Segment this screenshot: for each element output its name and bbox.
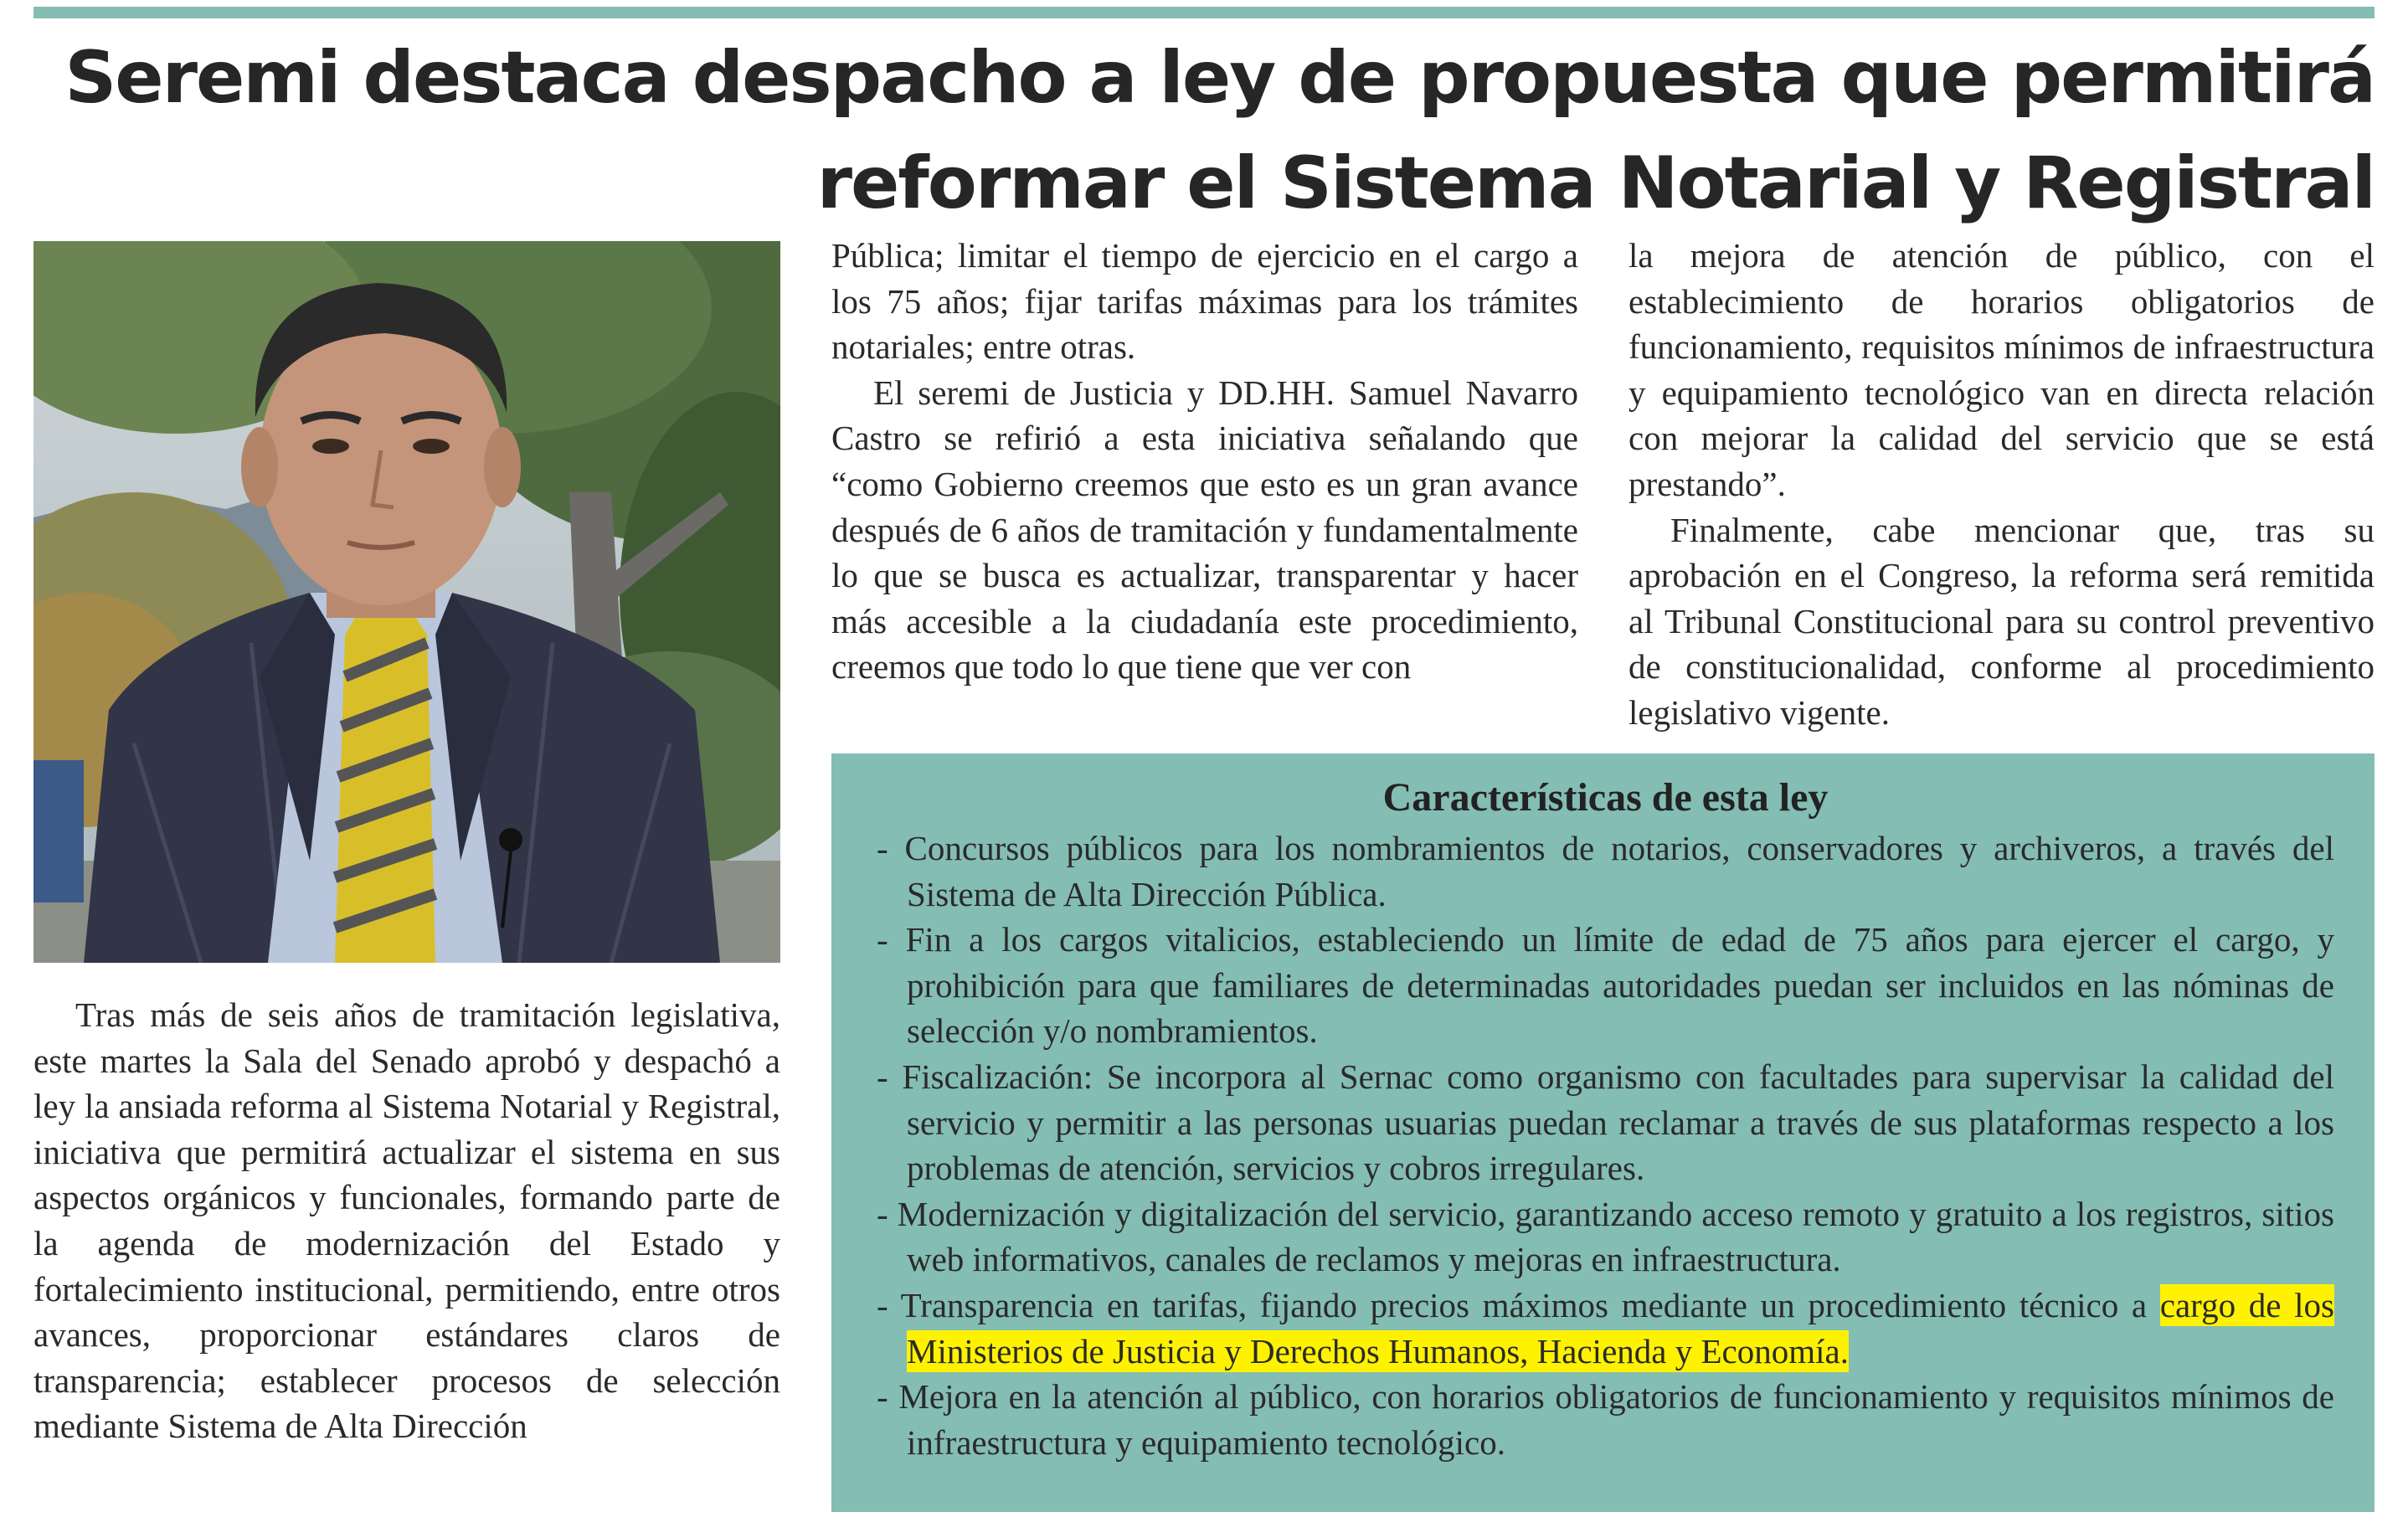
article-paragraph: Pública; limitar el tiempo de ejercicio en el cargo a los 75 años; fijar tarifas máximas para los trámites notariales; entre otras.	[831, 236, 1578, 367]
highlighted-text: cargo de los Ministerios de Justicia y Derechos Humanos, Hacienda y Economía.	[907, 1285, 2334, 1370]
article-column-2	[831, 233, 1578, 690]
features-box-title: Características de esta ley	[1382, 775, 1829, 820]
feature-item: - Modernización y digitalización del servicio, garantizando acceso remoto y gratuito a los registros, sitios web informativos, canales de reclamos y mejoras en infraestructura.	[877, 1194, 2334, 1279]
article-column-3	[1628, 233, 2375, 736]
article-paragraph: Tras más de seis años de tramitación legislativa, este martes la Sala del Senado aprobó y despachó a ley la ansiada reforma al Sistema Notarial y Registral, iniciativa que permitirá actualizar el sistema en sus aspectos orgánicos y funcionales, formando parte de la agenda de modernización del Estado y fortalecimiento institucional, permitiendo, entre otros avances, proporcionar estándares claros de transparencia; establecer procesos de selección mediante Sistema de Alta Dirección	[33, 995, 780, 1446]
feature-item: - Concursos públicos para los nombramientos de notarios, conservadores y archiveros, a través del Sistema de Alta Dirección Pública.	[877, 829, 2334, 913]
features-list	[877, 825, 2334, 1465]
headline-line-2: reformar el Sistema Notarial y Registral	[816, 141, 2375, 225]
top-accent-rule	[33, 7, 2375, 18]
features-box	[831, 753, 2375, 1512]
feature-item-text: - Transparencia en tarifas, fijando precios máximos mediante un procedimiento técnico a	[877, 1285, 2160, 1324]
headline	[33, 25, 2375, 236]
headline-line-1: Seremi destaca despacho a ley de propuesta que permitirá	[64, 36, 2375, 120]
feature-item	[877, 1283, 2334, 1374]
feature-item: - Fin a los cargos vitalicios, estableciendo un límite de edad de 75 años para ejercer el cargo, y prohibición para que familiares de determinadas autoridades puedan ser incluidos en las nóminas de selección y/o nombramientos.	[877, 920, 2334, 1051]
article-paragraph: la mejora de atención de público, con el establecimiento de horarios obligatorios de funcionamiento, requisitos mínimos de infraestructura y equipamiento tecnológico van en directa relación con mejorar la calidad del servicio que se está prestando”.	[1628, 236, 2375, 503]
feature-item: - Fiscalización: Se incorpora al Sernac como organismo con facultades para supervisar la calidad del servicio y permitir a las personas usuarias puedan reclamar a través de sus plataformas respecto a los problemas de atención, servicios y cobros irregulares.	[877, 1057, 2334, 1188]
article-paragraph: El seremi de Justicia y DD.HH. Samuel Navarro Castro se refirió a esta iniciativa señalando que “como Gobierno creemos que esto es un gran avance después de 6 años de tramitación y fundamentalmente lo que se busca es actualizar, transparentar y hacer más accesible a la ciudadanía este procedimiento, creemos que todo lo que tiene que ver con	[831, 373, 1578, 687]
article-column-1	[33, 992, 780, 1449]
portrait-photo	[33, 241, 780, 963]
feature-item: - Mejora en la atención al público, con horarios obligatorios de funcionamiento y requisitos mínimos de infraestructura y equipamiento tecnológico.	[877, 1377, 2334, 1462]
article-paragraph: Finalmente, cabe mencionar que, tras su aprobación en el Congreso, la reforma será remitida al Tribunal Constitucional para su control preventivo de constitucionalidad, conforme al procedimiento legislativo vigente.	[1628, 510, 2375, 732]
